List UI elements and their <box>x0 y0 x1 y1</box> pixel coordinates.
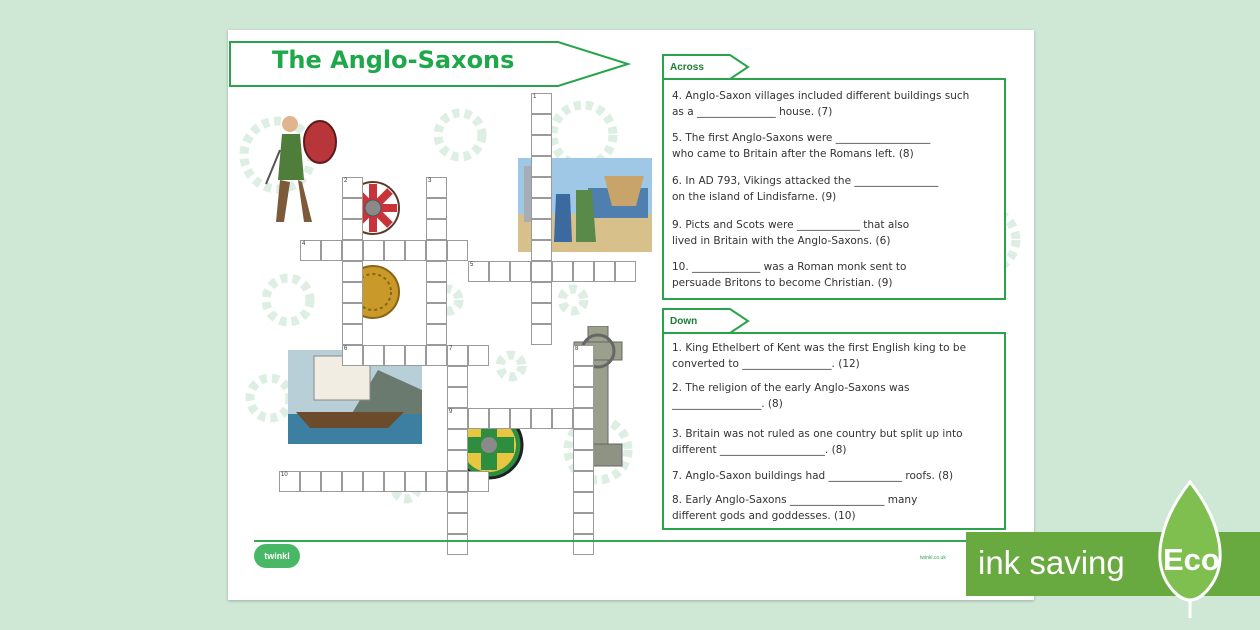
across-heading: Across <box>670 62 704 73</box>
crossword-cell[interactable] <box>447 471 468 492</box>
twinkl-logo: twinkl <box>254 544 300 568</box>
down-clue-2: 2. The religion of the early Anglo-Saxons was _________________. (8) <box>672 382 910 410</box>
crossword-cell[interactable] <box>405 345 426 366</box>
crossword-cell[interactable] <box>573 429 594 450</box>
crossword-cell[interactable] <box>426 219 447 240</box>
crossword-cell[interactable] <box>531 114 552 135</box>
crossword-cell[interactable] <box>342 345 363 366</box>
crossword-cell[interactable] <box>342 219 363 240</box>
crossword-cell[interactable] <box>447 492 468 513</box>
down-clue-8: 8. Early Anglo-Saxons __________________ many different gods and goddesses. (10) <box>672 494 918 522</box>
eco-label: Eco <box>1163 542 1220 577</box>
crossword-cell[interactable] <box>573 387 594 408</box>
across-clue-5: 5. The first Anglo-Saxons were __________________ who came to Britain after the Romans left. (8) <box>672 132 931 160</box>
crossword-cell[interactable] <box>573 408 594 429</box>
crossword-cell[interactable] <box>573 534 594 555</box>
crossword-cell[interactable] <box>615 261 636 282</box>
crossword-cell[interactable] <box>531 177 552 198</box>
clue-number: 3 <box>428 178 432 184</box>
across-clue-box <box>662 78 1006 300</box>
crossword-cell[interactable] <box>363 471 384 492</box>
footer-divider <box>254 540 1004 542</box>
crossword-cell[interactable] <box>342 282 363 303</box>
crossword-cell[interactable] <box>426 240 447 261</box>
crossword-cell[interactable] <box>447 534 468 555</box>
crossword-cell[interactable] <box>321 471 342 492</box>
down-clue-7: 7. Anglo-Saxon buildings had ______________ roofs. (8) <box>672 470 954 482</box>
crossword-cell[interactable] <box>342 198 363 219</box>
worksheet <box>228 30 1034 600</box>
clue-number: 10 <box>281 472 288 478</box>
crossword-cell[interactable] <box>573 450 594 471</box>
crossword-cell[interactable] <box>510 261 531 282</box>
crossword-cell[interactable] <box>321 240 342 261</box>
crossword-cell[interactable] <box>468 261 489 282</box>
down-clue-box <box>662 332 1006 530</box>
crossword-cell[interactable] <box>531 282 552 303</box>
clue-number: 2 <box>344 178 348 184</box>
crossword-cell[interactable] <box>531 324 552 345</box>
crossword-cell[interactable] <box>426 471 447 492</box>
crossword-cell[interactable] <box>468 345 489 366</box>
crossword-cell[interactable] <box>447 366 468 387</box>
crossword-cell[interactable] <box>531 408 552 429</box>
crossword-cell[interactable] <box>489 408 510 429</box>
down-heading: Down <box>670 316 698 327</box>
crossword-cell[interactable] <box>342 240 363 261</box>
crossword-cell[interactable] <box>405 471 426 492</box>
crossword-cell[interactable] <box>426 177 447 198</box>
crossword-cell[interactable] <box>573 471 594 492</box>
crossword-cell[interactable] <box>363 345 384 366</box>
crossword-cell[interactable] <box>531 156 552 177</box>
clue-number: 7 <box>449 346 453 352</box>
crossword-cell[interactable] <box>573 492 594 513</box>
crossword-cell[interactable] <box>531 240 552 261</box>
crossword-cell[interactable] <box>552 408 573 429</box>
crossword-cell[interactable] <box>594 261 615 282</box>
crossword-cell[interactable] <box>384 345 405 366</box>
crossword-cell[interactable] <box>447 408 468 429</box>
crossword-cell[interactable] <box>447 450 468 471</box>
eco-ink-saving-text: ink saving <box>978 544 1125 581</box>
warrior-illustration <box>262 110 342 230</box>
clue-number: 8 <box>575 346 579 352</box>
down-clue-3: 3. Britain was not ruled as one country but split up into different ____________________. (8) <box>672 428 963 456</box>
crossword-cell[interactable] <box>342 324 363 345</box>
crossword-cell[interactable] <box>531 219 552 240</box>
crossword-cell[interactable] <box>552 261 573 282</box>
crossword-cell[interactable] <box>531 303 552 324</box>
crossword-cell[interactable] <box>573 366 594 387</box>
crossword-cell[interactable] <box>447 345 468 366</box>
crossword-cell[interactable] <box>300 240 321 261</box>
crossword-cell[interactable] <box>426 303 447 324</box>
crossword-cell[interactable] <box>489 261 510 282</box>
crossword-cell[interactable] <box>342 177 363 198</box>
crossword-cell[interactable] <box>384 471 405 492</box>
crossword-cell[interactable] <box>510 408 531 429</box>
crossword-cell[interactable] <box>573 261 594 282</box>
clue-number: 9 <box>449 409 453 415</box>
crossword-cell[interactable] <box>531 198 552 219</box>
crossword-cell[interactable] <box>300 471 321 492</box>
crossword-cell[interactable] <box>279 471 300 492</box>
across-clue-4: 4. Anglo-Saxon villages included different buildings such as a _______________ house. (7) <box>672 90 970 118</box>
crossword-cell[interactable] <box>426 324 447 345</box>
crossword-cell[interactable] <box>342 471 363 492</box>
crossword-cell[interactable] <box>447 387 468 408</box>
crossword-cell[interactable] <box>468 408 489 429</box>
crossword-cell[interactable] <box>363 240 384 261</box>
across-clue-6: 6. In AD 793, Vikings attacked the ________________ on the island of Lindisfarne. (9) <box>672 175 939 203</box>
clue-number: 5 <box>470 262 474 268</box>
page-title: The Anglo-Saxons <box>272 46 515 74</box>
clue-number: 1 <box>533 94 537 100</box>
across-clue-9: 9. Picts and Scots were ____________ that also lived in Britain with the Anglo-Saxons. (6) <box>672 219 910 247</box>
crossword-cell[interactable] <box>531 93 552 114</box>
crossword-cell[interactable] <box>426 282 447 303</box>
crossword-cell[interactable] <box>426 261 447 282</box>
down-clue-1: 1. King Ethelbert of Kent was the first English king to be converted to _________________. (12) <box>672 342 967 370</box>
crossword-cell[interactable] <box>573 513 594 534</box>
crossword-cell[interactable] <box>426 345 447 366</box>
crossword-cell[interactable] <box>426 198 447 219</box>
clue-number: 4 <box>302 241 306 247</box>
crossword-cell[interactable] <box>447 240 468 261</box>
footer-url: twinkl.co.uk <box>920 555 946 561</box>
crossword-cell[interactable] <box>573 345 594 366</box>
crossword-cell[interactable] <box>342 303 363 324</box>
crossword-cell[interactable] <box>531 135 552 156</box>
crossword-cell[interactable] <box>447 429 468 450</box>
crossword-cell[interactable] <box>405 240 426 261</box>
crossword-cell[interactable] <box>531 261 552 282</box>
crossword-cell[interactable] <box>468 471 489 492</box>
crossword-cell[interactable] <box>447 513 468 534</box>
crossword-cell[interactable] <box>342 261 363 282</box>
across-clue-10: 10. _____________ was a Roman monk sent to persuade Britons to become Christian. (9) <box>672 261 907 289</box>
clue-number: 6 <box>344 346 348 352</box>
crossword-cell[interactable] <box>384 240 405 261</box>
